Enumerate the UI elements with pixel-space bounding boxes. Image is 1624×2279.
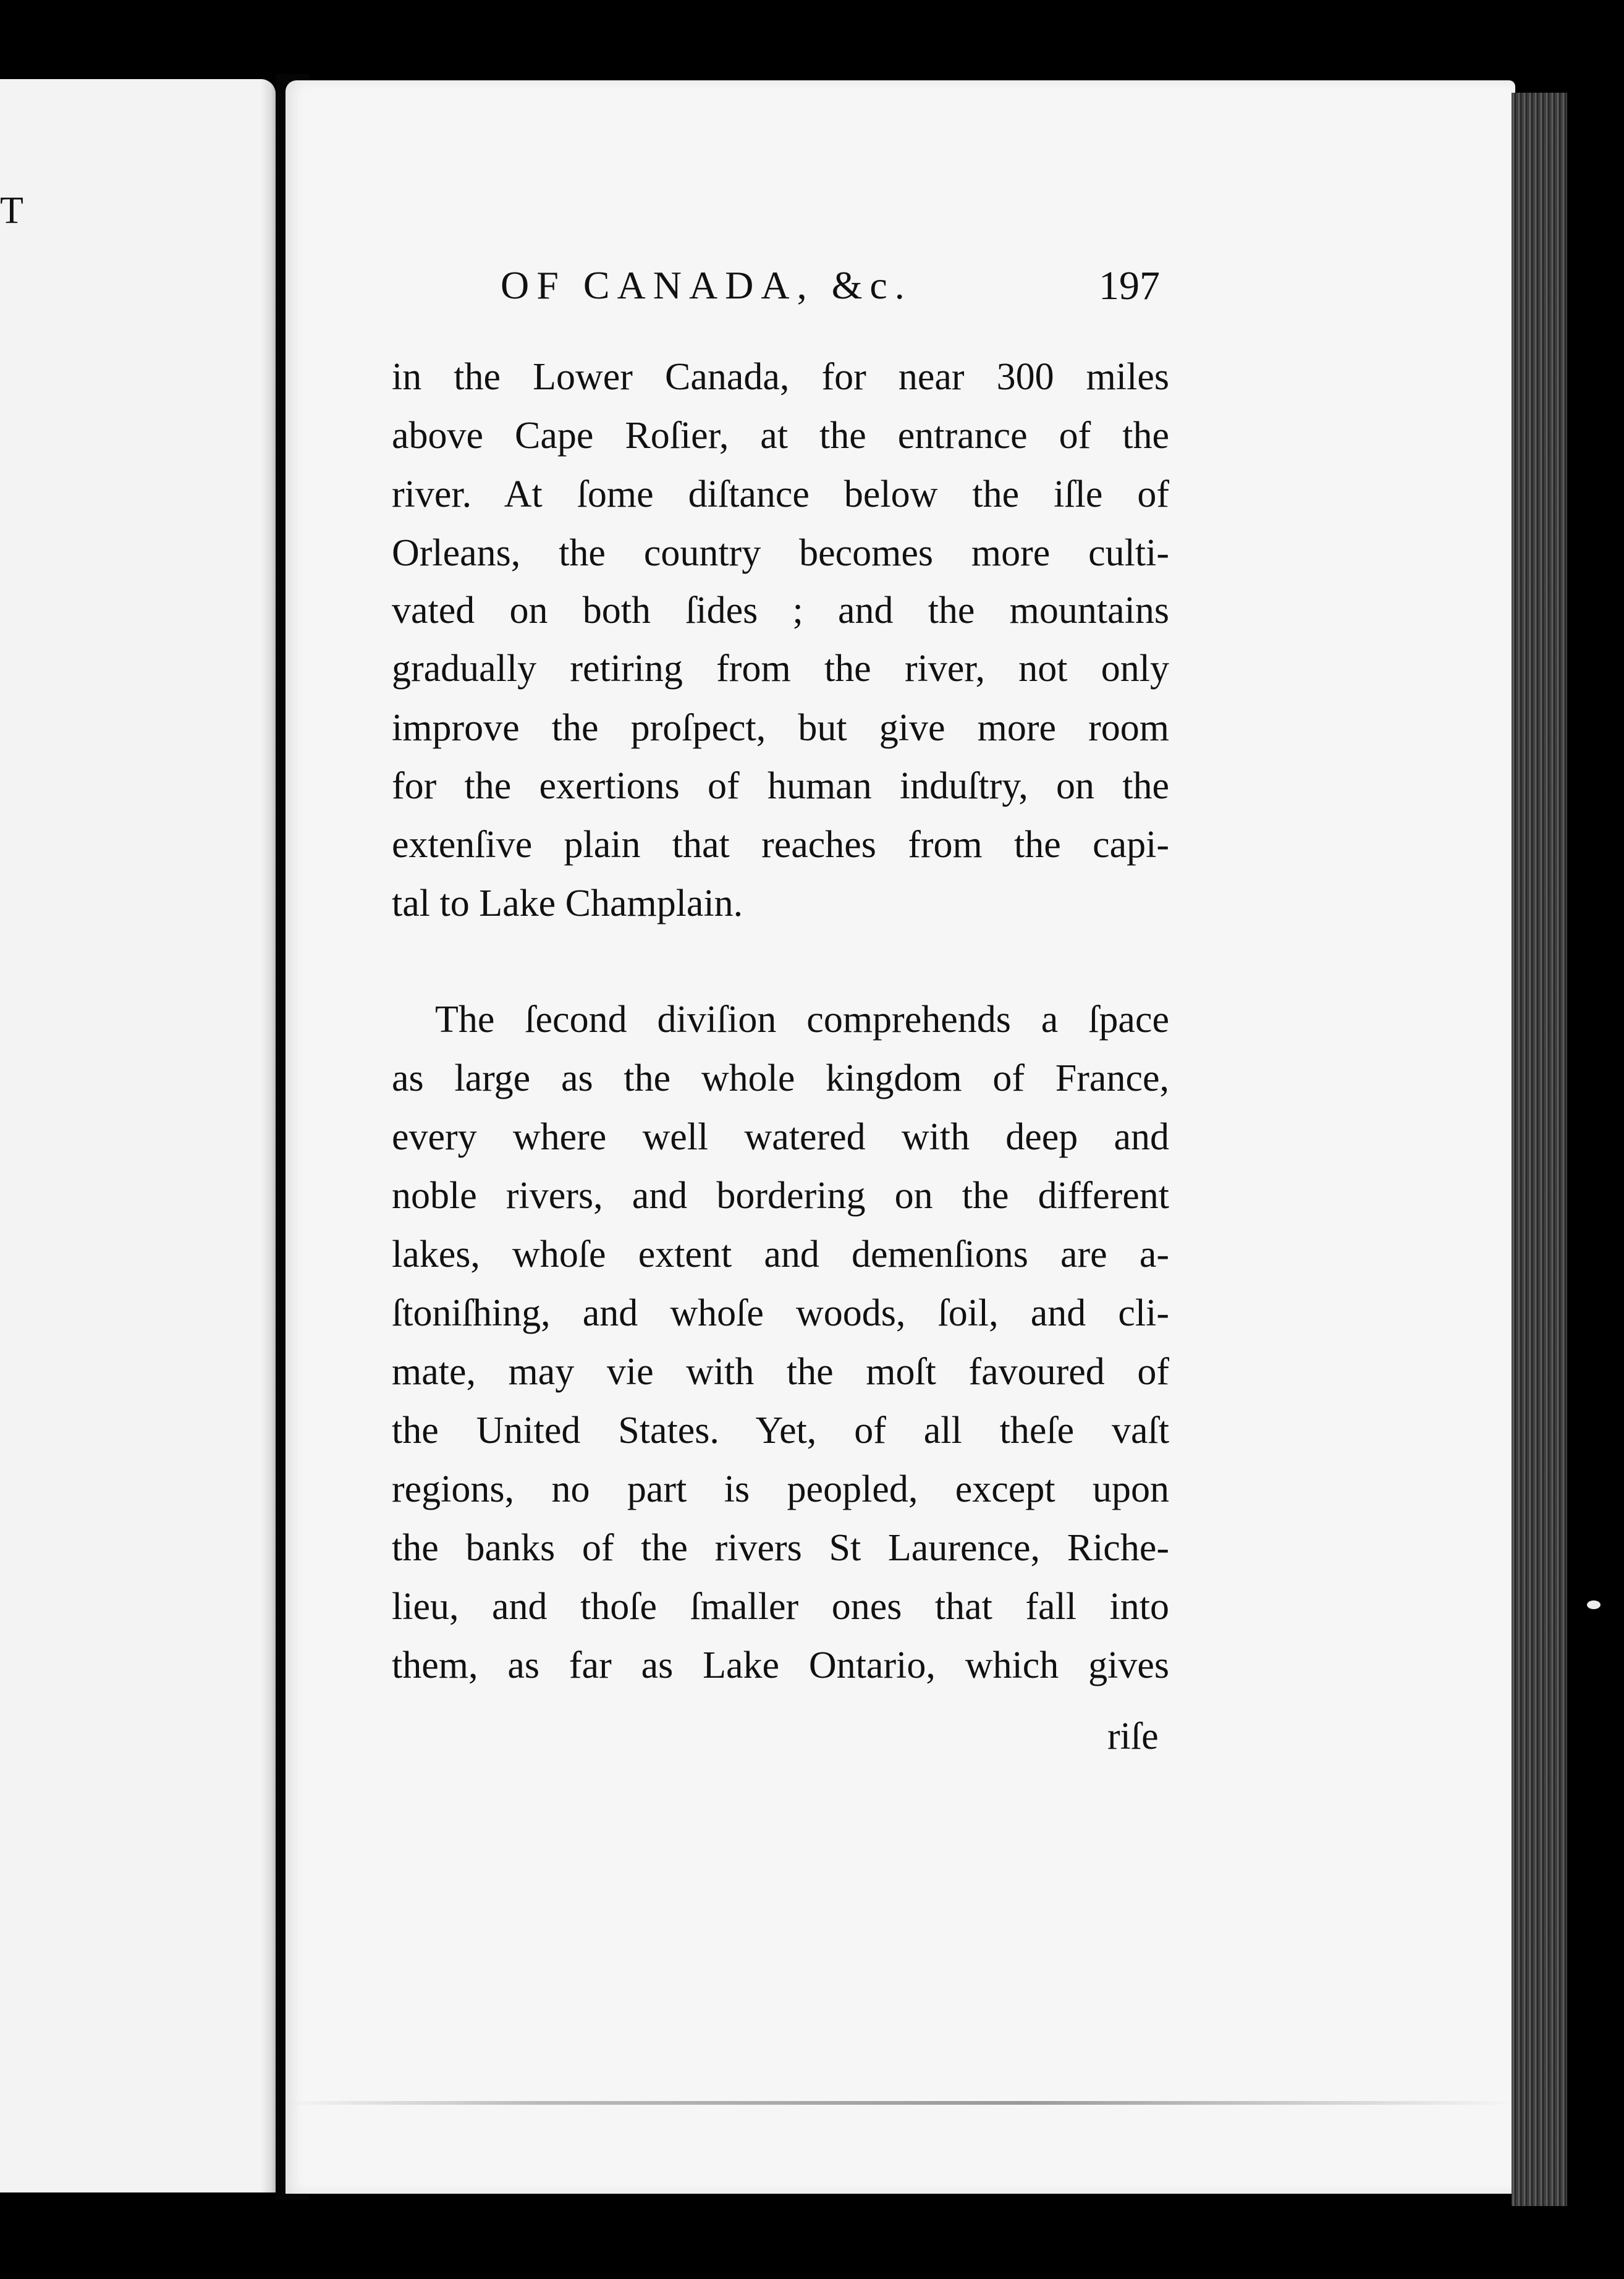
text-line: tal to Lake Champlain. <box>392 882 743 924</box>
page-bottom-edge <box>285 2101 1515 2105</box>
left-page-fold-shadow <box>261 79 276 2192</box>
text-line: Orleans, the country becomes more culti- <box>392 532 1169 574</box>
text-line: the United States. Yet, of all theſe vaſt <box>392 1410 1169 1452</box>
text-line: vated on both ſides ; and the mountains <box>392 590 1169 632</box>
text-line: them, as far as Lake Ontario, which gives <box>392 1644 1169 1686</box>
text-line: in the Lower Canada, for near 300 miles <box>392 356 1169 398</box>
left-facing-page <box>0 79 276 2192</box>
text-line: noble rivers, and bordering on the different <box>392 1175 1169 1217</box>
text-line: ſtoniſhing, and whoſe woods, ſoil, and cli- <box>392 1292 1169 1334</box>
text-line: lieu, and thoſe ſmaller ones that fall into <box>392 1586 1169 1628</box>
text-line: improve the proſpect, but give more room <box>392 707 1169 749</box>
text-line: for the exertions of human induſtry, on the <box>392 765 1169 807</box>
text-line: The ſecond diviſion comprehends a ſpace <box>435 999 1169 1041</box>
scan-speck <box>1587 1600 1601 1609</box>
text-line: every where well watered with deep and <box>392 1116 1169 1158</box>
text-line: gradually retiring from the river, not only <box>392 648 1169 690</box>
page-edges <box>1512 93 1567 2206</box>
left-running-head-fragment: T <box>0 190 23 232</box>
text-line: lakes, whoſe extent and demenſions are a- <box>392 1233 1169 1275</box>
text-line: river. At ſome diſtance below the iſle of <box>392 473 1169 515</box>
page-number: 197 <box>1099 263 1160 308</box>
text-line: above Cape Roſier, at the entrance of the <box>392 415 1169 457</box>
text-line: mate, may vie with the moſt favoured of <box>392 1351 1169 1393</box>
running-head: OF CANADA, &c. <box>501 263 912 307</box>
text-line: regions, no part is peopled, except upon <box>392 1468 1169 1510</box>
catchword: riſe <box>1107 1715 1159 1757</box>
text-line: as large as the whole kingdom of France, <box>392 1057 1169 1099</box>
text-line: the banks of the rivers St Laurence, Riche- <box>392 1527 1169 1569</box>
text-line: extenſive plain that reaches from the capi- <box>392 824 1169 866</box>
